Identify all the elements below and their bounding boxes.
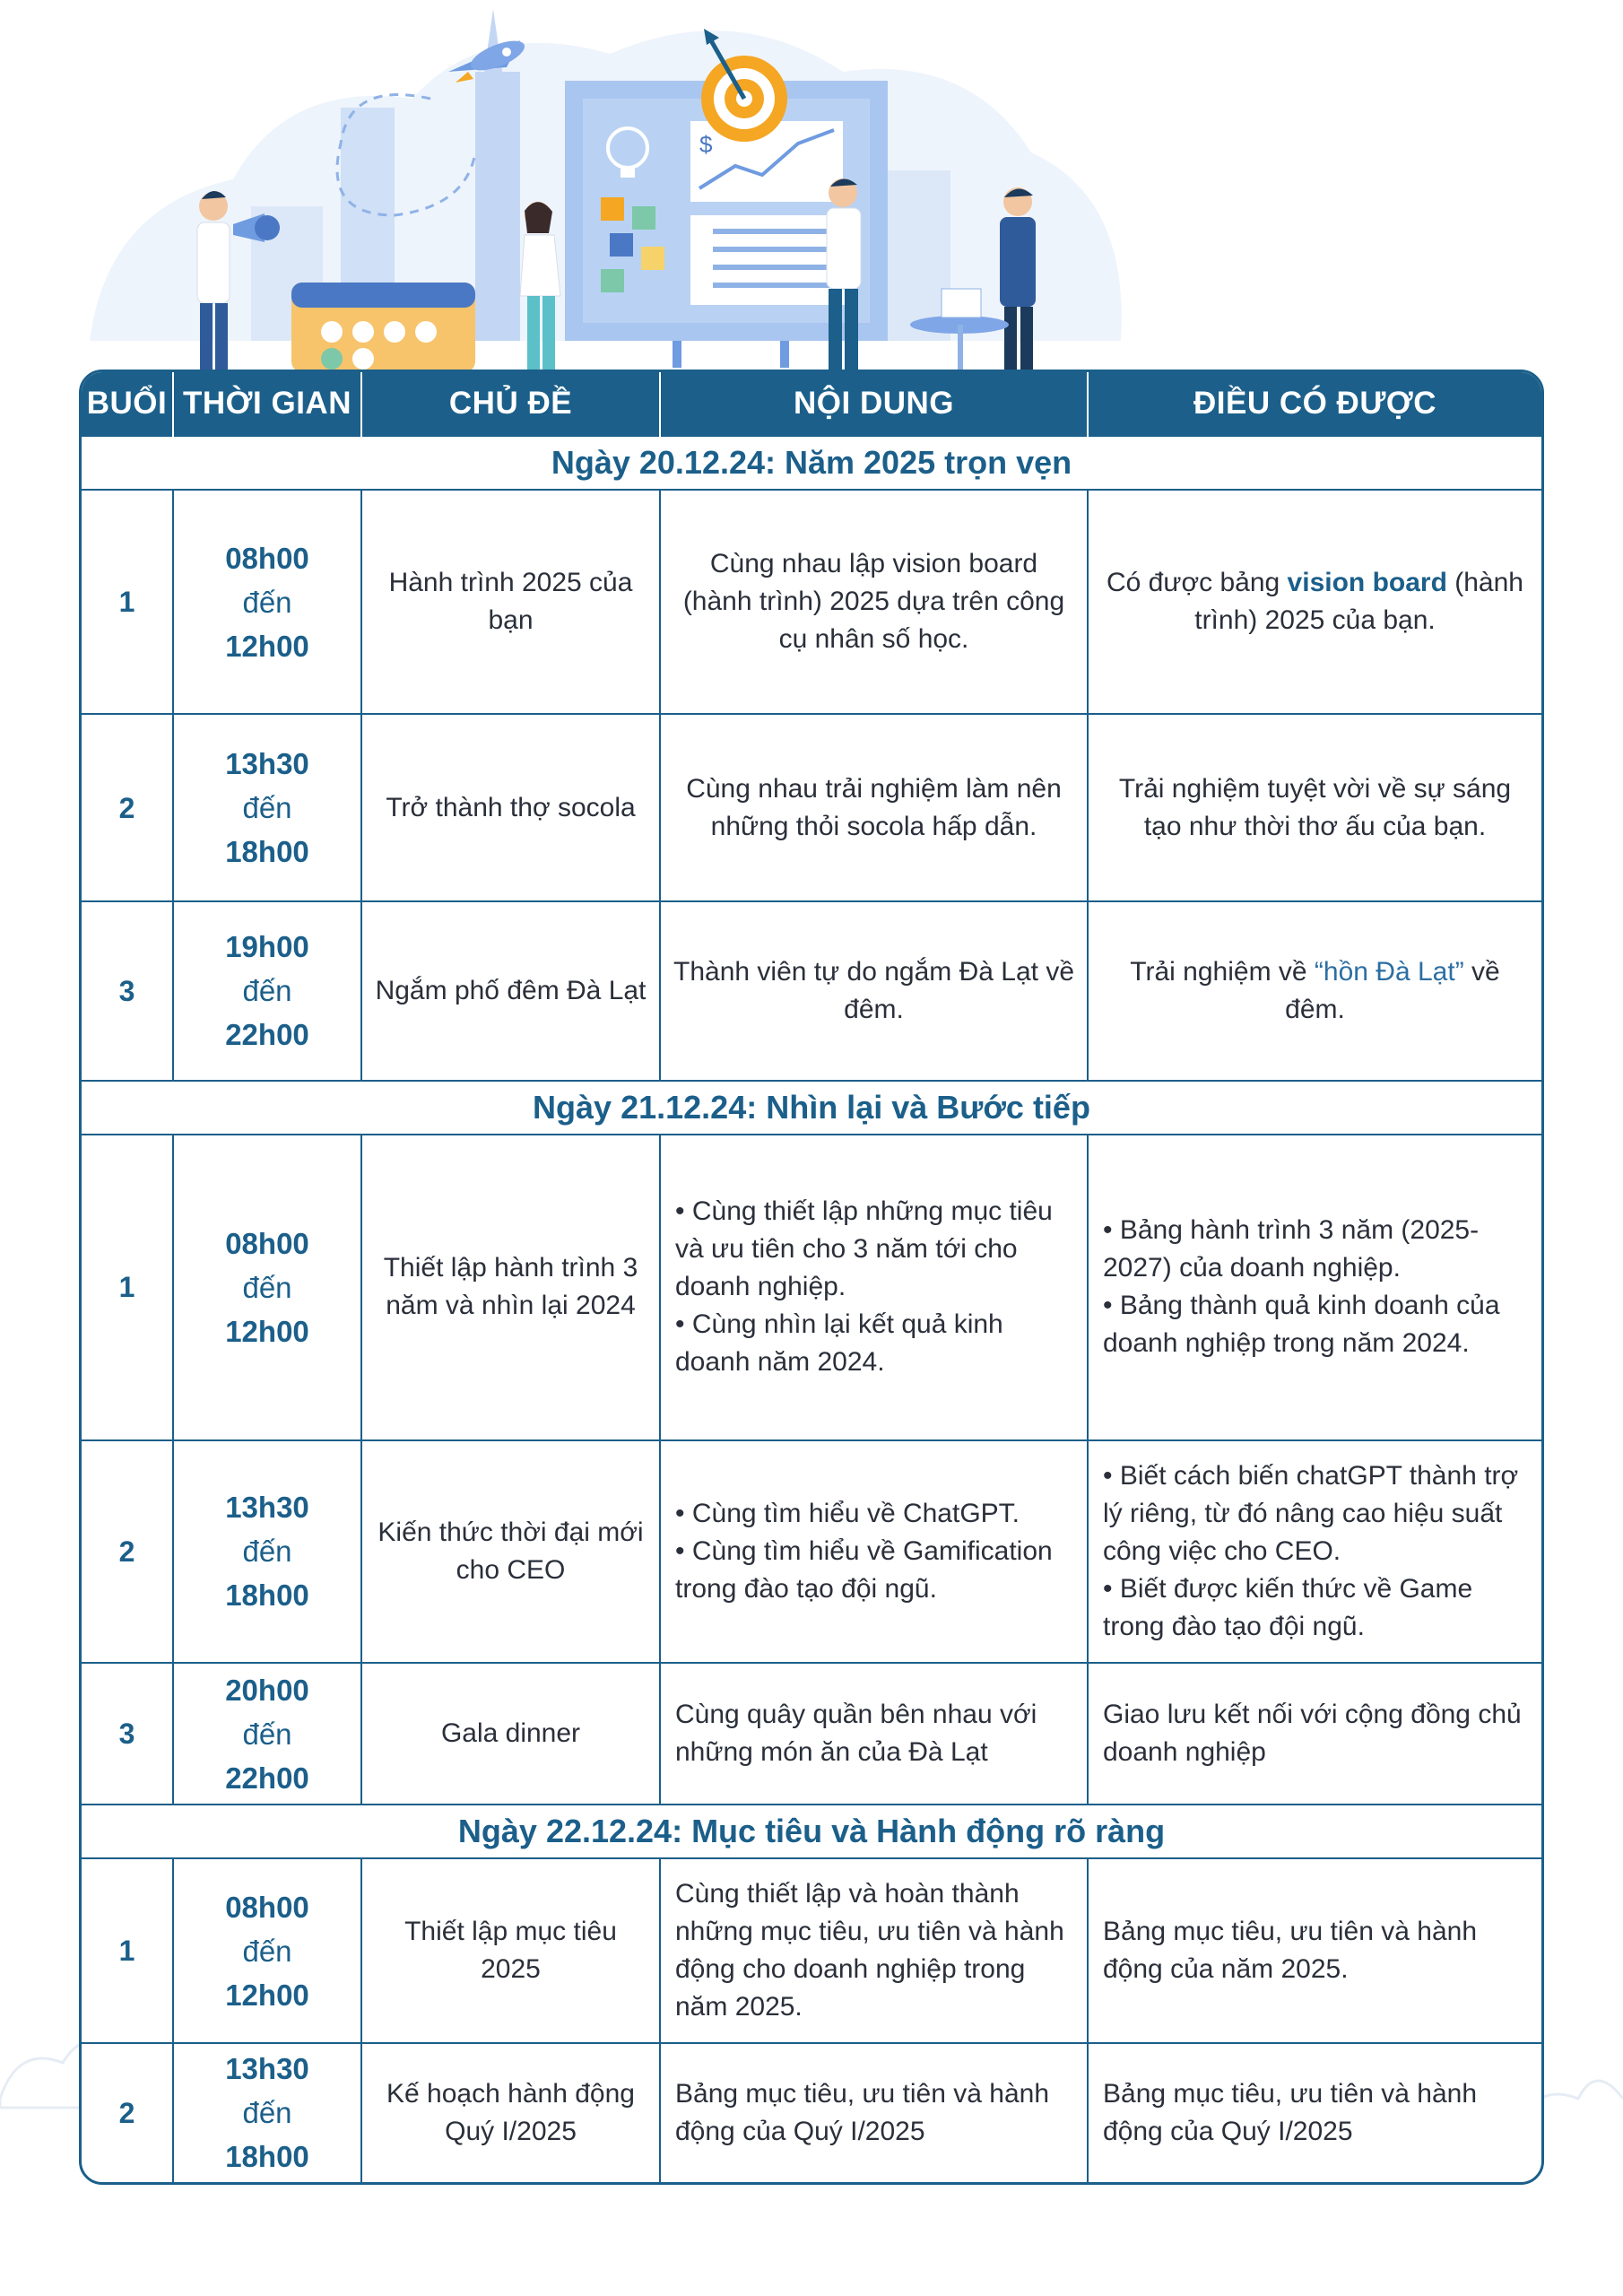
table-row (82, 1858, 1541, 2042)
day-title: Ngày 20.12.24: Năm 2025 trọn vẹn (82, 436, 1541, 490)
session-number: 1 (82, 490, 173, 714)
session-content: • Cùng thiết lập những mục tiêu và ưu tiên cho 3 năm tới cho doanh nghiệp. • Cùng nhìn lại kết quả kinh doanh năm 2024. (660, 1135, 1088, 1440)
session-outcome: Có được bảng vision board (hành trình) 2025 của bạn. (1088, 490, 1541, 714)
session-outcome: • Bảng hành trình 3 năm (2025-2027) của doanh nghiệp. • Bảng thành quả kinh doanh của doanh nghiệp trong năm 2024. (1088, 1135, 1541, 1440)
session-content: Cùng quây quần bên nhau với những món ăn của Đà Lạt (660, 1663, 1088, 1805)
session-content: Cùng nhau trải nghiệm làm nên những thỏi socola hấp dẫn. (660, 714, 1088, 900)
session-content: Bảng mục tiêu, ưu tiên và hành động của Quý I/2025 (660, 2043, 1088, 2182)
session-number: 1 (82, 1135, 173, 1440)
table-row (82, 490, 1541, 714)
day-heading-row (82, 436, 1541, 490)
session-number: 3 (82, 1663, 173, 1805)
session-topic: Kiến thức thời đại mới cho CEO (361, 1440, 660, 1663)
session-topic: Trở thành thợ socola (361, 714, 660, 900)
session-outcome: Bảng mục tiêu, ưu tiên và hành động của năm 2025. (1088, 1858, 1541, 2042)
dollar-icon: $ (699, 131, 713, 158)
session-topic: Thiết lập mục tiêu 2025 (361, 1858, 660, 2042)
session-content: Thành viên tự do ngắm Đà Lạt về đêm. (660, 901, 1088, 1081)
session-topic: Gala dinner (361, 1663, 660, 1805)
session-content: Cùng nhau lập vision board (hành trình) 2025 dựa trên công cụ nhân số học. (660, 490, 1088, 714)
table-row (82, 714, 1541, 900)
session-number: 3 (82, 901, 173, 1081)
session-outcome: Trải nghiệm tuyệt vời về sự sáng tạo như thời thơ ấu của bạn. (1088, 714, 1541, 900)
day-title: Ngày 21.12.24: Nhìn lại và Bước tiếp (82, 1081, 1541, 1135)
table-row (82, 1440, 1541, 1663)
session-content: • Cùng tìm hiểu về ChatGPT. • Cùng tìm hiểu về Gamification trong đào tạo đội ngũ. (660, 1440, 1088, 1663)
header-topic: CHỦ ĐỀ (361, 372, 660, 436)
session-time: 08h00 đến 12h00 (173, 490, 361, 714)
table-row (82, 1135, 1541, 1440)
session-topic: Thiết lập hành trình 3 năm và nhìn lại 2024 (361, 1135, 660, 1440)
day-heading-row (82, 1805, 1541, 1858)
header-time: THỜI GIAN (173, 372, 361, 436)
session-time: 13h30 đến 18h00 (173, 2043, 361, 2182)
day-heading-row (82, 1081, 1541, 1135)
session-time: 20h00 đến 22h00 (173, 1663, 361, 1805)
table-header-row (82, 372, 1541, 436)
session-number: 2 (82, 2043, 173, 2182)
session-topic: Kế hoạch hành động Quý I/2025 (361, 2043, 660, 2182)
session-time: 08h00 đến 12h00 (173, 1858, 361, 2042)
calendar-icon (291, 283, 475, 372)
session-outcome: Giao lưu kết nối với cộng đồng chủ doanh nghiệp (1088, 1663, 1541, 1805)
schedule-table (79, 370, 1544, 2185)
table-row (82, 2043, 1541, 2182)
table-row (82, 1663, 1541, 1805)
session-outcome: Bảng mục tiêu, ưu tiên và hành động của Quý I/2025 (1088, 2043, 1541, 2182)
session-number: 1 (82, 1858, 173, 2042)
session-topic: Ngắm phố đêm Đà Lạt (361, 901, 660, 1081)
header-session: BUỔI (82, 372, 173, 436)
hero-illustration (54, 0, 1166, 377)
session-time: 13h30 đến 18h00 (173, 1440, 361, 1663)
header-content: NỘI DUNG (660, 372, 1088, 436)
session-time: 19h00 đến 22h00 (173, 901, 361, 1081)
session-number: 2 (82, 1440, 173, 1663)
session-time: 08h00 đến 12h00 (173, 1135, 361, 1440)
session-time: 13h30 đến 18h00 (173, 714, 361, 900)
session-content: Cùng thiết lập và hoàn thành những mục tiêu, ưu tiên và hành động cho doanh nghiệp trong năm 2025. (660, 1858, 1088, 2042)
session-outcome: • Biết cách biến chatGPT thành trợ lý riêng, từ đó nâng cao hiệu suất công việc cho CEO. • Biết được kiến thức về Game trong đào tạo đội ngũ. (1088, 1440, 1541, 1663)
table-row (82, 901, 1541, 1081)
session-number: 2 (82, 714, 173, 900)
session-topic: Hành trình 2025 của bạn (361, 490, 660, 714)
header-outcome: ĐIỀU CÓ ĐƯỢC (1088, 372, 1541, 436)
session-outcome: Trải nghiệm về “hồn Đà Lạt” về đêm. (1088, 901, 1541, 1081)
day-title: Ngày 22.12.24: Mục tiêu và Hành động rõ ràng (82, 1805, 1541, 1858)
